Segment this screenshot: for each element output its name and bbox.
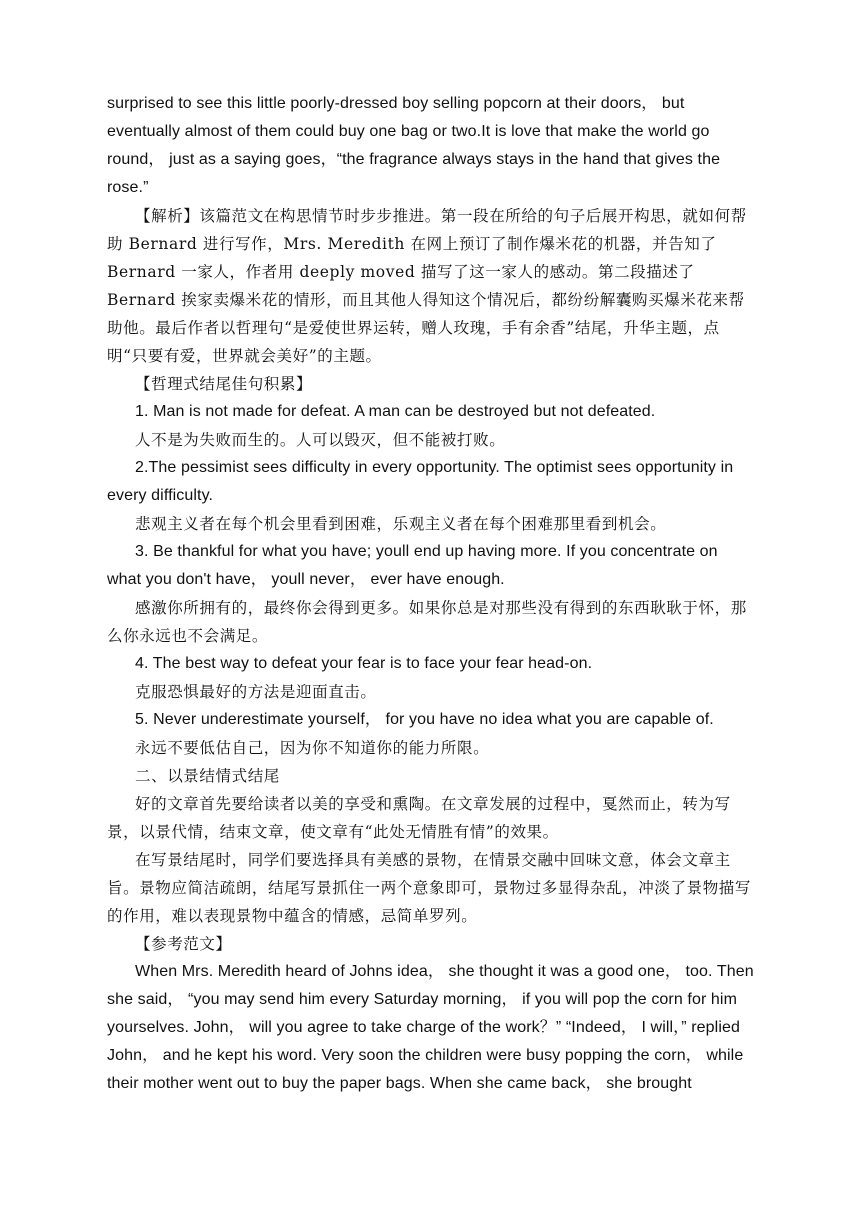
quote-1-chinese: 人不是为失败而生的。人可以毁灭，但不能被打败。	[135, 431, 506, 449]
paragraph-story-end: surprised to see this little poorly-dressed boy selling popcorn at their doors， but eventually almost of them could buy one bag or two.It is love that make the world go round， just as a saying goes，“the fragrance always stays in the hand that gives the rose.”	[107, 95, 721, 196]
paragraph-scenery-intro: 好的文章首先要给读者以美的享受和熏陶。在文章发展的过程中，戛然而止，转为写景，以景代情，结束文章，使文章有“此处无情胜有情”的效果。	[107, 795, 731, 841]
paragraph-analysis: 【解析】该篇范文在构思情节时步步推进。第一段在所给的句子后展开构思，就如何帮助 Bernard 进行写作，Mrs. Meredith 在网上预订了制作爆米花的机器，并告知了 Bernard 一家人，作者用 deeply moved 描写了这一家人的感动。第二段描述了 Bernard 挨家卖爆米花的情形，而且其他人得知这个情况后，都纷纷解囊购买爆米花来帮助他。最后作者以哲理句“是爱使世界运转，赠人玫瑰，手有余香”结尾，升华主题，点明“只要有爱，世界就会美好”的主题。	[107, 207, 747, 365]
quote-3-chinese: 感激你所拥有的，最终你会得到更多。如果你总是对那些没有得到的东西耿耿于怀，那么你永远也不会满足。	[107, 599, 747, 645]
quote-3-english: 3. Be thankful for what you have; youll end up having more. If you concentrate on what you don't have， youll never， ever have enough.	[107, 543, 718, 588]
quote-2-chinese: 悲观主义者在每个机会里看到困难，乐观主义者在每个困难那里看到机会。	[135, 515, 667, 533]
quote-5-english: 5. Never underestimate yourself， for you have no idea what you are capable of.	[135, 711, 714, 728]
section-heading-sample-essay: 【参考范文】	[135, 935, 232, 953]
section-heading-philosophical-endings: 【哲理式结尾佳句积累】	[135, 375, 313, 393]
quote-4-chinese: 克服恐惧最好的方法是迎面直击。	[135, 683, 377, 701]
quote-4-english: 4. The best way to defeat your fear is to face your fear head-on.	[135, 655, 593, 672]
paragraph-scenery-tips: 在写景结尾时，同学们要选择具有美感的景物，在情景交融中回味文意，体会文章主旨。景物应简洁疏朗，结尾写景抓住一两个意象即可，景物过多显得杂乱，冲淡了景物描写的作用，难以表现景物中蕴含的情感，忌简单罗列。	[107, 851, 752, 925]
paragraph-sample-essay: When Mrs. Meredith heard of Johns idea， she thought it was a good one， too. Then she said， “you may send him every Saturday morning， if you will pop the corn for him yourselves. John， will you agree to take charge of the work？” “Indeed， I will，” replied John， and he kept his word. Very soon the children were busy popping the corn， while their mother went out to buy the paper bags. When she came back， she brought	[107, 963, 754, 1092]
quote-1-english: 1. Man is not made for defeat. A man can be destroyed but not defeated.	[135, 403, 656, 420]
quote-5-chinese: 永远不要低估自己，因为你不知道你的能力所限。	[135, 739, 490, 757]
section-heading-scenery-ending: 二、以景结情式结尾	[135, 767, 280, 785]
quote-2-english: 2.The pessimist sees difficulty in every opportunity. The optimist sees opportunity in every difficulty.	[107, 459, 734, 504]
document-body	[107, 90, 755, 1098]
